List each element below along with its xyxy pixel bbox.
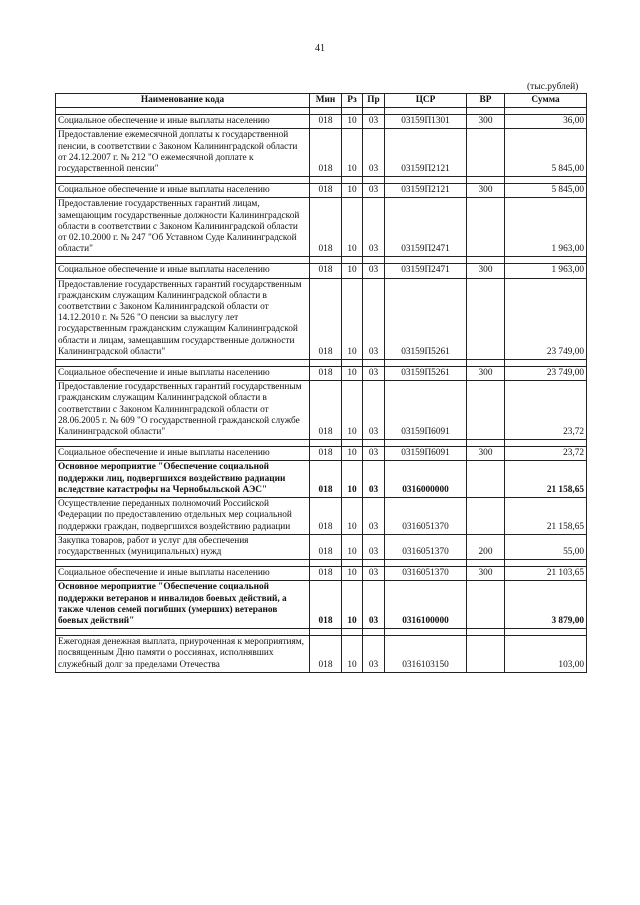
cell-name: Закупка товаров, работ и услуг для обеспечения государственных (муниципальных) нужд: [56, 534, 310, 559]
cell-rz: 10: [342, 278, 363, 359]
spacer-cell: [310, 177, 342, 184]
table-row: [56, 198, 587, 257]
cell-vr: 300: [467, 264, 505, 278]
cell-rz: 10: [342, 184, 363, 198]
spacer-cell: [505, 108, 587, 115]
cell-pr: 03: [363, 367, 385, 381]
cell-name: Социальное обеспечение и иные выплаты населению: [56, 115, 310, 129]
cell-name: Основное мероприятие "Обеспечение социальной поддержки ветеранов и инвалидов боевых действий, а также членов семей погибших (умерших) ветеранов боевых действий": [56, 581, 310, 629]
cell-vr: 300: [467, 447, 505, 461]
spacer-cell: [467, 177, 505, 184]
table-row: [56, 115, 587, 129]
spacer-cell: [310, 560, 342, 567]
cell-csr: 03159П6091: [385, 447, 467, 461]
cell-sum: 36,00: [505, 115, 587, 129]
spacer-cell: [56, 440, 310, 447]
spacer-row: [56, 257, 587, 264]
spacer-cell: [342, 177, 363, 184]
cell-sum: 103,00: [505, 636, 587, 673]
spacer-cell: [505, 629, 587, 636]
cell-csr: 0316100000: [385, 581, 467, 629]
cell-rz: 10: [342, 381, 363, 440]
table-row: [56, 447, 587, 461]
spacer-cell: [385, 257, 467, 264]
header-pr: Пр: [363, 94, 385, 108]
cell-csr: 03159П2471: [385, 264, 467, 278]
cell-name: Социальное обеспечение и иные выплаты населению: [56, 367, 310, 381]
cell-min: 018: [310, 129, 342, 177]
spacer-cell: [505, 360, 587, 367]
table-row: [56, 534, 587, 559]
cell-name: Социальное обеспечение и иные выплаты населению: [56, 447, 310, 461]
spacer-cell: [342, 629, 363, 636]
cell-pr: 03: [363, 129, 385, 177]
spacer-row: [56, 560, 587, 567]
cell-name: Предоставление ежемесячной доплаты к государственной пенсии, в соответствии с Законом Калининградской области от 24.12.2007 г. № 212 "О ежемесячной доплате к государственной пенсии": [56, 129, 310, 177]
cell-min: 018: [310, 278, 342, 359]
cell-min: 018: [310, 581, 342, 629]
table-row: [56, 498, 587, 535]
cell-pr: 03: [363, 534, 385, 559]
cell-vr: [467, 461, 505, 498]
units-label: (тыс.рублей): [527, 82, 579, 92]
cell-pr: 03: [363, 461, 385, 498]
cell-csr: 0316103150: [385, 636, 467, 673]
cell-sum: 55,00: [505, 534, 587, 559]
cell-vr: [467, 129, 505, 177]
cell-vr: [467, 381, 505, 440]
header-sum: Сумма: [505, 94, 587, 108]
table-row: [56, 567, 587, 581]
cell-rz: 10: [342, 461, 363, 498]
table-row: [56, 581, 587, 629]
cell-name: Социальное обеспечение и иные выплаты населению: [56, 567, 310, 581]
cell-sum: 21 158,65: [505, 498, 587, 535]
cell-min: 018: [310, 567, 342, 581]
spacer-cell: [467, 629, 505, 636]
cell-name: Предоставление государственных гарантий государственным гражданским служащим Калининградской области в соответствии с Законом Калининградской области от 14.12.2010 г. № 526 "О пенсии за выслугу лет государственным гражданским служащим Калининградской области и лицам, замещавшим государственные должности Калининградской области": [56, 278, 310, 359]
spacer-cell: [505, 257, 587, 264]
cell-vr: [467, 498, 505, 535]
spacer-cell: [385, 177, 467, 184]
table-row: [56, 129, 587, 177]
cell-pr: 03: [363, 567, 385, 581]
spacer-cell: [467, 257, 505, 264]
cell-sum: 21 158,65: [505, 461, 587, 498]
spacer-cell: [363, 360, 385, 367]
table-header-row: [56, 94, 587, 108]
spacer-row: [56, 108, 587, 115]
cell-sum: 23,72: [505, 381, 587, 440]
cell-rz: 10: [342, 367, 363, 381]
spacer-cell: [505, 177, 587, 184]
table-row: [56, 278, 587, 359]
cell-pr: 03: [363, 115, 385, 129]
cell-min: 018: [310, 498, 342, 535]
cell-vr: [467, 636, 505, 673]
header-vr: ВР: [467, 94, 505, 108]
cell-sum: 5 845,00: [505, 129, 587, 177]
cell-min: 018: [310, 534, 342, 559]
cell-sum: 23,72: [505, 447, 587, 461]
spacer-cell: [363, 629, 385, 636]
cell-pr: 03: [363, 264, 385, 278]
cell-sum: 1 963,00: [505, 198, 587, 257]
cell-min: 018: [310, 115, 342, 129]
spacer-cell: [467, 108, 505, 115]
spacer-cell: [56, 629, 310, 636]
spacer-cell: [310, 360, 342, 367]
table-row: [56, 636, 587, 673]
spacer-cell: [385, 629, 467, 636]
cell-csr: 03159П5261: [385, 367, 467, 381]
cell-rz: 10: [342, 115, 363, 129]
header-rz: Рз: [342, 94, 363, 108]
cell-pr: 03: [363, 581, 385, 629]
cell-vr: 200: [467, 534, 505, 559]
spacer-cell: [342, 108, 363, 115]
spacer-cell: [363, 560, 385, 567]
cell-rz: 10: [342, 636, 363, 673]
table-row: [56, 367, 587, 381]
cell-name: Социальное обеспечение и иные выплаты населению: [56, 184, 310, 198]
spacer-cell: [310, 629, 342, 636]
cell-pr: 03: [363, 198, 385, 257]
cell-min: 018: [310, 198, 342, 257]
cell-min: 018: [310, 461, 342, 498]
spacer-cell: [363, 440, 385, 447]
cell-csr: 03159П2121: [385, 129, 467, 177]
spacer-cell: [310, 257, 342, 264]
spacer-cell: [310, 440, 342, 447]
spacer-cell: [467, 440, 505, 447]
table-row: [56, 461, 587, 498]
cell-csr: 0316051370: [385, 498, 467, 535]
cell-pr: 03: [363, 447, 385, 461]
cell-sum: 1 963,00: [505, 264, 587, 278]
cell-vr: 300: [467, 567, 505, 581]
cell-min: 018: [310, 636, 342, 673]
spacer-cell: [505, 560, 587, 567]
cell-csr: 03159П1301: [385, 115, 467, 129]
spacer-cell: [385, 360, 467, 367]
cell-min: 018: [310, 367, 342, 381]
cell-name: Ежегодная денежная выплата, приуроченная к мероприятиям, посвященным Дню памяти о россиянах, исполнявших служебный долг за пределами Отечества: [56, 636, 310, 673]
spacer-cell: [385, 560, 467, 567]
budget-table: [55, 93, 587, 673]
spacer-cell: [385, 440, 467, 447]
spacer-row: [56, 629, 587, 636]
cell-csr: 0316051370: [385, 567, 467, 581]
spacer-row: [56, 177, 587, 184]
spacer-cell: [342, 257, 363, 264]
cell-rz: 10: [342, 447, 363, 461]
cell-vr: [467, 198, 505, 257]
cell-vr: 300: [467, 367, 505, 381]
cell-sum: 5 845,00: [505, 184, 587, 198]
cell-min: 018: [310, 184, 342, 198]
header-min: Мин: [310, 94, 342, 108]
cell-rz: 10: [342, 498, 363, 535]
page-number: 41: [315, 43, 325, 54]
spacer-row: [56, 440, 587, 447]
cell-pr: 03: [363, 184, 385, 198]
cell-name: Осуществление переданных полномочий Российской Федерации по предоставлению отдельных мер социальной поддержки граждан, подвергшихся воздействию радиации: [56, 498, 310, 535]
spacer-cell: [467, 360, 505, 367]
cell-name: Предоставление государственных гарантий государственным гражданским служащим Калининградской области в соответствии с Законом Калининградской области от 28.06.2005 г. № 609 "О государственной гражданской службе Калининградской области": [56, 381, 310, 440]
header-name: Наименование кода: [56, 94, 310, 108]
cell-rz: 10: [342, 581, 363, 629]
spacer-row: [56, 360, 587, 367]
cell-pr: 03: [363, 278, 385, 359]
cell-pr: 03: [363, 381, 385, 440]
spacer-cell: [56, 108, 310, 115]
cell-pr: 03: [363, 636, 385, 673]
header-csr: ЦСР: [385, 94, 467, 108]
cell-rz: 10: [342, 264, 363, 278]
spacer-cell: [385, 108, 467, 115]
spacer-cell: [56, 177, 310, 184]
cell-rz: 10: [342, 198, 363, 257]
cell-sum: 3 879,00: [505, 581, 587, 629]
cell-rz: 10: [342, 534, 363, 559]
spacer-cell: [363, 108, 385, 115]
table-row: [56, 184, 587, 198]
cell-csr: 03159П6091: [385, 381, 467, 440]
cell-csr: 03159П2471: [385, 198, 467, 257]
spacer-cell: [56, 560, 310, 567]
spacer-cell: [342, 360, 363, 367]
table-body: [56, 108, 587, 673]
spacer-cell: [467, 560, 505, 567]
cell-min: 018: [310, 447, 342, 461]
table-row: [56, 381, 587, 440]
cell-vr: [467, 278, 505, 359]
cell-min: 018: [310, 381, 342, 440]
spacer-cell: [342, 440, 363, 447]
spacer-cell: [56, 257, 310, 264]
table-row: [56, 264, 587, 278]
cell-vr: [467, 581, 505, 629]
spacer-cell: [505, 440, 587, 447]
cell-vr: 300: [467, 115, 505, 129]
cell-name: Предоставление государственных гарантий лицам, замещающим государственные должности Калининградской области в соответствии с Законом Калининградской области от 02.10.2000 г. № 247 "Об Уставном Суде Калининградской области": [56, 198, 310, 257]
cell-sum: 23 749,00: [505, 367, 587, 381]
spacer-cell: [342, 560, 363, 567]
cell-min: 018: [310, 264, 342, 278]
cell-name: Основное мероприятие "Обеспечение социальной поддержки лиц, подвергшихся воздействию радиации вследствие катастрофы на Чернобыльской АЭС": [56, 461, 310, 498]
spacer-cell: [56, 360, 310, 367]
cell-vr: 300: [467, 184, 505, 198]
cell-csr: 03159П5261: [385, 278, 467, 359]
cell-name: Социальное обеспечение и иные выплаты населению: [56, 264, 310, 278]
cell-pr: 03: [363, 498, 385, 535]
cell-sum: 23 749,00: [505, 278, 587, 359]
spacer-cell: [363, 257, 385, 264]
cell-rz: 10: [342, 129, 363, 177]
cell-csr: 0316051370: [385, 534, 467, 559]
spacer-cell: [363, 177, 385, 184]
cell-rz: 10: [342, 567, 363, 581]
cell-csr: 0316000000: [385, 461, 467, 498]
spacer-cell: [310, 108, 342, 115]
cell-csr: 03159П2121: [385, 184, 467, 198]
cell-sum: 21 103,65: [505, 567, 587, 581]
